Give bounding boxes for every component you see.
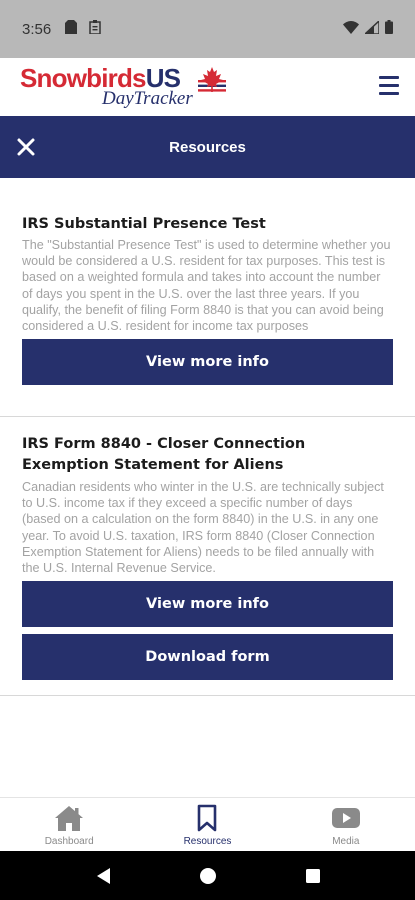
menu-icon[interactable] — [379, 76, 399, 96]
battery-icon — [385, 20, 393, 38]
snowbirds-logo — [20, 64, 230, 112]
nav-item-media[interactable] — [277, 798, 415, 851]
back-icon[interactable] — [95, 867, 111, 885]
page-header — [0, 116, 415, 178]
home-circle-icon[interactable] — [199, 867, 217, 885]
wifi-icon — [343, 20, 359, 38]
resources-list — [0, 178, 415, 696]
resource-description: Canadian residents who winter in the U.S. are technically subject to U.S. income tax if they exceed a specific number of days (based on a calculation on the form 8840) in the U.S. in any one year. To avoid U.S. taxation, IRS form 8840 (Closer Connection Exemption Statement for Aliens) needs to be filed annually with the U.S. Internal Revenue Service. — [22, 480, 384, 576]
nav-item-resources[interactable] — [138, 798, 276, 851]
nav-label-resources: Resources — [183, 836, 232, 847]
system-navigation-bar — [0, 851, 415, 900]
resource-card-form-8840 — [0, 417, 415, 696]
bookmark-icon — [195, 804, 219, 832]
logo-wordmark-red: Snowbirds — [20, 63, 146, 93]
sim-card-icon — [65, 20, 77, 38]
home-icon — [53, 804, 85, 832]
maple-leaf-flag-icon — [196, 66, 228, 96]
logo-wordmark-blue: US — [145, 63, 181, 93]
resource-title: IRS Form 8840 - Closer Connection Exemption Statement for Aliens — [22, 436, 306, 473]
view-more-info-button[interactable]: View more info — [22, 339, 393, 385]
resource-title: IRS Substantial Presence Test — [22, 216, 266, 232]
nav-label-media: Media — [332, 836, 360, 847]
bottom-navigation — [0, 797, 415, 851]
close-icon[interactable] — [14, 135, 38, 159]
logo-subtitle: DayTracker — [102, 88, 193, 109]
status-time: 3:56 — [22, 20, 52, 38]
nav-label-dashboard: Dashboard — [44, 836, 94, 847]
app-bar — [0, 58, 415, 116]
resource-description: The "Substantial Presence Test" is used to determine whether you would be considered a U.S. resident for tax purposes. This test is based on a weighted formula and takes into account the number of days you spent in the U.S. over the last three years. If you qualify, the benefit of filing Form 8840 is that you can avoid being considered a U.S. resident for income tax purposes — [22, 238, 391, 334]
status-bar — [0, 0, 415, 58]
video-play-icon — [330, 804, 362, 832]
download-form-button[interactable]: Download form — [22, 634, 393, 680]
nav-item-dashboard[interactable] — [0, 798, 138, 851]
recents-icon[interactable] — [305, 868, 321, 884]
clipboard-icon — [89, 20, 101, 38]
signal-icon — [365, 20, 379, 38]
view-more-info-button[interactable]: View more info — [22, 581, 393, 627]
resource-card-substantial-presence — [0, 178, 415, 417]
page-title: Resources — [169, 138, 246, 156]
